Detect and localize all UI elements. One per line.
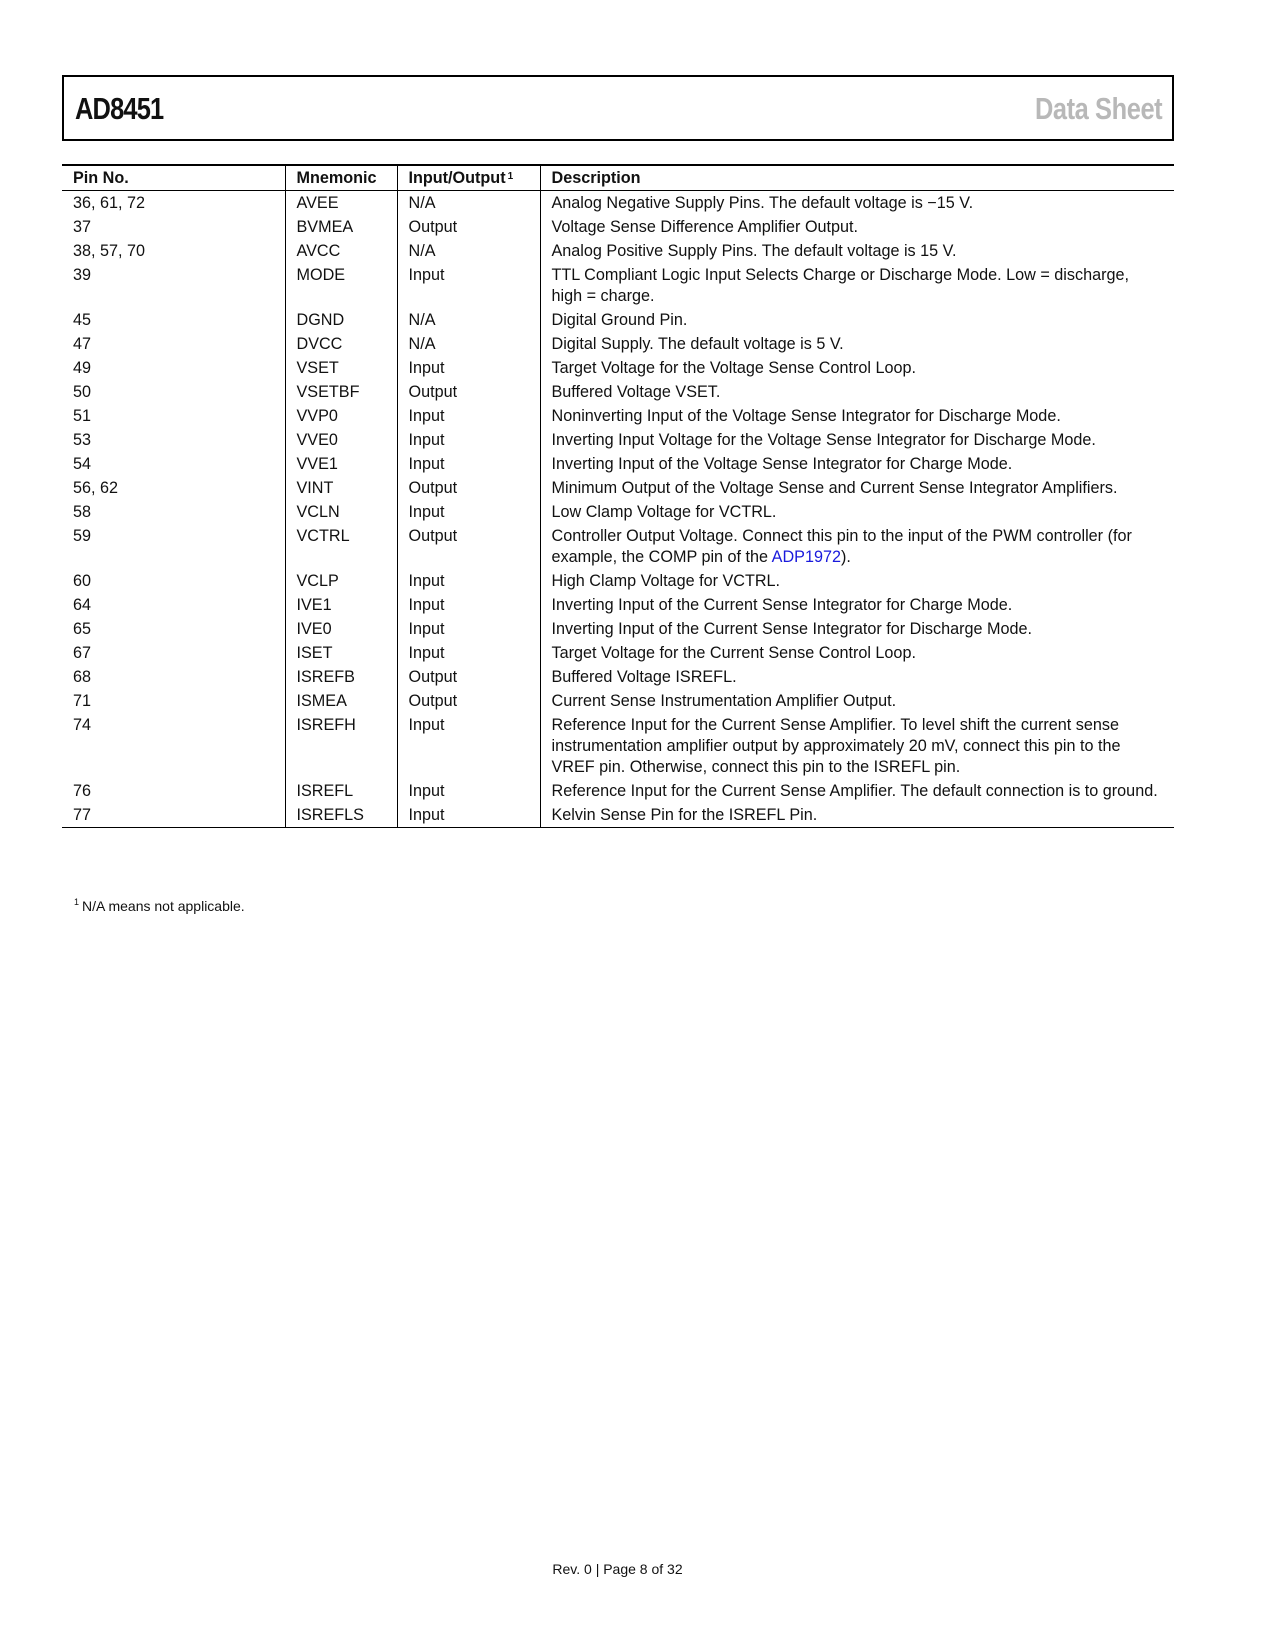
pin-mnemonic: DVCC — [285, 332, 397, 356]
pin-mnemonic: ISREFLS — [285, 803, 397, 828]
column-header-description: Description — [540, 165, 1174, 191]
pin-io: Output — [397, 665, 540, 689]
pin-description: Kelvin Sense Pin for the ISREFL Pin. — [540, 803, 1174, 828]
pin-description: Inverting Input Voltage for the Voltage Sense Integrator for Discharge Mode. — [540, 428, 1174, 452]
table-row — [62, 665, 1174, 689]
pin-mnemonic: VCLN — [285, 500, 397, 524]
pin-mnemonic: ISREFH — [285, 713, 397, 779]
pin-mnemonic: AVCC — [285, 239, 397, 263]
pin-mnemonic: IVE0 — [285, 617, 397, 641]
column-header-mnemonic: Mnemonic — [285, 165, 397, 191]
pin-description: Reference Input for the Current Sense Amplifier. The default connection is to ground. — [540, 779, 1174, 803]
pin-io: Input — [397, 428, 540, 452]
pin-description: Analog Positive Supply Pins. The default voltage is 15 V. — [540, 239, 1174, 263]
table-row — [62, 617, 1174, 641]
pin-mnemonic: VVE0 — [285, 428, 397, 452]
table-row — [62, 428, 1174, 452]
pin-description: Voltage Sense Difference Amplifier Output. — [540, 215, 1174, 239]
footnote-number: 1 — [74, 897, 80, 907]
pin-number: 45 — [73, 310, 92, 329]
pin-number: 37 — [73, 217, 92, 236]
pin-description: Current Sense Instrumentation Amplifier Output. — [540, 689, 1174, 713]
pin-description: Noninverting Input of the Voltage Sense Integrator for Discharge Mode. — [540, 404, 1174, 428]
pin-description: Low Clamp Voltage for VCTRL. — [540, 500, 1174, 524]
pin-number: 64 — [73, 595, 92, 614]
pin-number: 49 — [73, 358, 92, 377]
pin-mnemonic: AVEE — [285, 191, 397, 216]
pin-mnemonic: MODE — [285, 263, 397, 308]
document-header — [62, 75, 1174, 141]
pin-io: Output — [397, 524, 540, 569]
pin-description: Target Voltage for the Current Sense Control Loop. — [540, 641, 1174, 665]
pin-description — [540, 524, 1174, 569]
pin-io: Input — [397, 803, 540, 828]
pin-number: 54 — [73, 454, 92, 473]
column-header-io — [397, 165, 540, 191]
adp1972-link[interactable]: ADP1972 — [771, 547, 841, 566]
pin-io: N/A — [397, 239, 540, 263]
pin-io: N/A — [397, 332, 540, 356]
pin-number: 56, 62 — [73, 478, 119, 497]
pin-io: Input — [397, 452, 540, 476]
pin-io: N/A — [397, 308, 540, 332]
pin-number: 65 — [73, 619, 92, 638]
pin-io: N/A — [397, 191, 540, 216]
table-row — [62, 593, 1174, 617]
pin-description: Inverting Input of the Current Sense Integrator for Discharge Mode. — [540, 617, 1174, 641]
footnote-marker: 1 — [507, 171, 514, 182]
pin-function-table — [62, 164, 1174, 828]
pin-mnemonic: ISET — [285, 641, 397, 665]
table-row — [62, 452, 1174, 476]
pin-mnemonic: BVMEA — [285, 215, 397, 239]
pin-mnemonic: VINT — [285, 476, 397, 500]
pin-io: Input — [397, 500, 540, 524]
table-row — [62, 332, 1174, 356]
pin-number: 67 — [73, 643, 92, 662]
doc-type-label: Data Sheet — [1034, 91, 1162, 126]
footnote-text: N/A means not applicable. — [82, 898, 245, 914]
pin-io: Input — [397, 779, 540, 803]
pin-number: 71 — [73, 691, 92, 710]
pin-mnemonic: DGND — [285, 308, 397, 332]
pin-description: TTL Compliant Logic Input Selects Charge or Discharge Mode. Low = discharge, high = charge. — [540, 263, 1174, 308]
pin-io: Input — [397, 617, 540, 641]
pin-mnemonic: VVP0 — [285, 404, 397, 428]
pin-mnemonic: IVE1 — [285, 593, 397, 617]
description-text: Controller Output Voltage. Connect this pin to the input of the PWM controller (for example, the COMP pin of the — [551, 526, 1132, 566]
pin-io: Input — [397, 641, 540, 665]
pin-number: 50 — [73, 382, 92, 401]
table-row — [62, 641, 1174, 665]
pin-description: Digital Ground Pin. — [540, 308, 1174, 332]
pin-description: High Clamp Voltage for VCTRL. — [540, 569, 1174, 593]
pin-number: 58 — [73, 502, 92, 521]
table-row — [62, 500, 1174, 524]
table-row — [62, 191, 1174, 216]
pin-number: 77 — [73, 805, 92, 824]
pin-description: Analog Negative Supply Pins. The default voltage is −15 V. — [540, 191, 1174, 216]
pin-number: 47 — [73, 334, 92, 353]
pin-description: Reference Input for the Current Sense Amplifier. To level shift the current sense instrumentation amplifier output by approximately 20 mV, connect this pin to the VREF pin. Otherwise, connect this pin to the ISREFL pin. — [540, 713, 1174, 779]
table-footnote — [74, 898, 245, 914]
table-row — [62, 263, 1174, 308]
pin-io: Input — [397, 404, 540, 428]
pin-number: 74 — [73, 715, 92, 734]
pin-number: 51 — [73, 406, 92, 425]
column-header-pin: Pin No. — [73, 169, 129, 187]
pin-mnemonic: VSETBF — [285, 380, 397, 404]
table-row — [62, 239, 1174, 263]
pin-number: 39 — [73, 265, 92, 284]
pin-mnemonic: VSET — [285, 356, 397, 380]
pin-number: 60 — [73, 571, 92, 590]
pin-number: 76 — [73, 781, 92, 800]
table-row — [62, 689, 1174, 713]
pin-mnemonic: VCLP — [285, 569, 397, 593]
table-row — [62, 308, 1174, 332]
pin-io: Output — [397, 215, 540, 239]
pin-io: Input — [397, 713, 540, 779]
part-number: AD8451 — [75, 91, 164, 126]
pin-mnemonic: ISREFB — [285, 665, 397, 689]
table-header-row — [62, 165, 1174, 191]
table-row — [62, 803, 1174, 828]
pin-description: Inverting Input of the Current Sense Integrator for Charge Mode. — [540, 593, 1174, 617]
pin-number: 59 — [73, 526, 92, 545]
pin-description: Digital Supply. The default voltage is 5 V. — [540, 332, 1174, 356]
pin-io: Output — [397, 380, 540, 404]
table-row — [62, 476, 1174, 500]
table-row — [62, 404, 1174, 428]
pin-description: Buffered Voltage ISREFL. — [540, 665, 1174, 689]
pin-io: Input — [397, 569, 540, 593]
pin-number: 53 — [73, 430, 92, 449]
table-row — [62, 215, 1174, 239]
pin-description: Inverting Input of the Voltage Sense Integrator for Charge Mode. — [540, 452, 1174, 476]
description-text-end: ). — [840, 547, 851, 566]
pin-io: Input — [397, 356, 540, 380]
pin-description: Buffered Voltage VSET. — [540, 380, 1174, 404]
pin-mnemonic: ISMEA — [285, 689, 397, 713]
pin-number: 36, 61, 72 — [73, 193, 146, 212]
pin-io: Input — [397, 263, 540, 308]
pin-mnemonic: VCTRL — [285, 524, 397, 569]
table-row — [62, 779, 1174, 803]
column-header-io-label: Input/Output — [408, 169, 506, 187]
table-row — [62, 569, 1174, 593]
pin-mnemonic: VVE1 — [285, 452, 397, 476]
table-row — [62, 380, 1174, 404]
table-row — [62, 713, 1174, 779]
pin-mnemonic: ISREFL — [285, 779, 397, 803]
pin-description: Minimum Output of the Voltage Sense and Current Sense Integrator Amplifiers. — [540, 476, 1174, 500]
page-footer: Rev. 0 | Page 8 of 32 — [552, 1561, 683, 1577]
pin-io: Output — [397, 689, 540, 713]
pin-io: Output — [397, 476, 540, 500]
pin-number: 68 — [73, 667, 92, 686]
pin-description: Target Voltage for the Voltage Sense Control Loop. — [540, 356, 1174, 380]
table-row — [62, 524, 1174, 569]
table-row — [62, 356, 1174, 380]
pin-number: 38, 57, 70 — [73, 241, 146, 260]
pin-io: Input — [397, 593, 540, 617]
